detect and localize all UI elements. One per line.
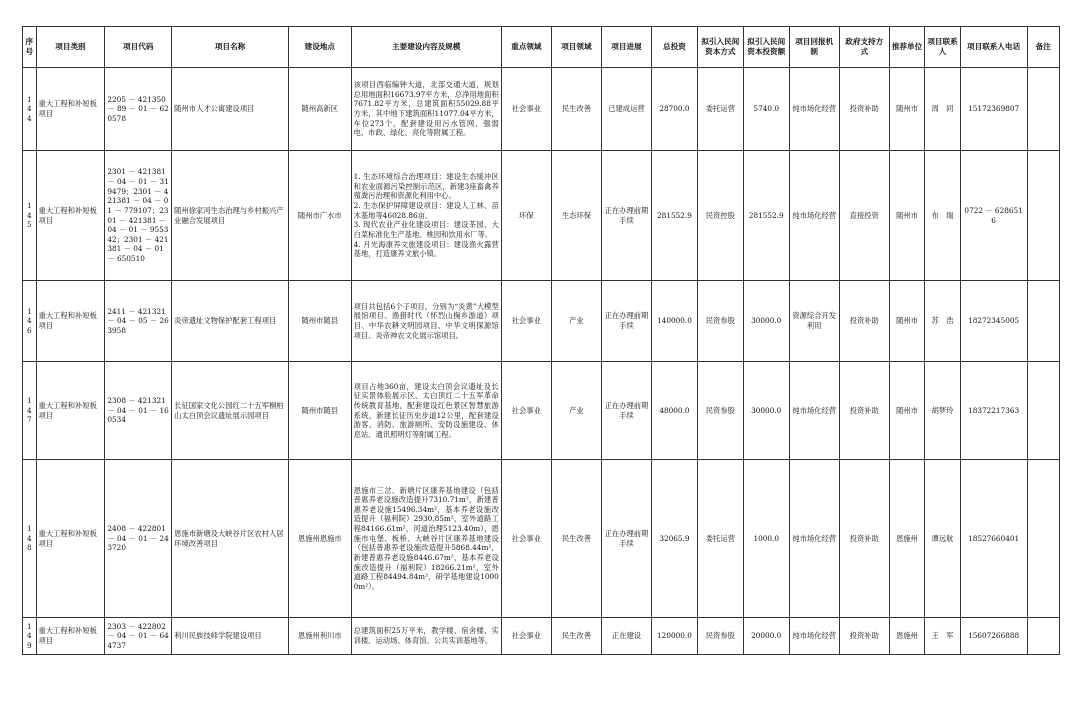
capital-mode: 委托运营 (697, 460, 743, 618)
key-field: 社会事业 (501, 68, 551, 151)
project-location: 恩施州利川市 (289, 618, 352, 655)
row-number: 145 (23, 151, 37, 281)
header-cell: 项目代码 (105, 27, 172, 68)
project-progress: 已建成运营 (601, 68, 651, 151)
recommending-unit: 恩施州 (889, 618, 924, 655)
project-content: 项目占地360亩，建设太白顶会议遗址及长征实景体验展示区、太白顶红二十五军革命传统教育基地，配套建设红色景区智慧旅游系统，新建长征历史步道12公里，配套建设游客、消防、旅游厕所、安防设施建设、休息站、通讯照明灯等附属工程。 (351, 362, 501, 460)
project-name: 长征国家文化公园红二十五军桐柏山太白顶会议遗址展示园项目 (172, 362, 289, 460)
header-cell: 项目类别 (36, 27, 105, 68)
project-category: 重大工程和补短板项目 (36, 281, 105, 362)
project-progress: 正在办理前期手续 (601, 151, 651, 281)
total-investment: 140000.0 (652, 281, 698, 362)
header-cell: 项目名称 (172, 27, 289, 68)
return-mechanism: 纯市场化经营 (789, 151, 839, 281)
project-code: 2301 － 421381 － 04 － 01 － 319479；2301 － 421381 － 04 － 01 － 779107；2301 － 421381 － 04 － 01 － 955342；2301 － 421381 － 04 － 01 － 650510 (105, 151, 172, 281)
table-row (23, 460, 1060, 618)
project-location: 随州高新区 (289, 68, 352, 151)
row-number: 149 (23, 618, 37, 655)
project-content: 该项目西临编钟大道，北部交通大道，规划总用地面积16673.97平方米，总净用地面积7671.82平方米，总建筑面积55029.88平方米，其中地下建筑面积11077.04平方米，车位273个，配套建设用污水管网、强弱电、市政、绿化、亮化等附属工程。 (351, 68, 501, 151)
header-cell: 项目联系人 (925, 27, 960, 68)
government-support: 直接投资 (839, 151, 889, 281)
contact-person: 谭远航 (925, 460, 960, 618)
remark (1027, 460, 1060, 618)
contact-phone: 18372217363 (960, 362, 1027, 460)
project-name: 随州市人才公寓建设项目 (172, 68, 289, 151)
project-name: 恩施市新塘及大峡谷片区农村人居环境改善项目 (172, 460, 289, 618)
government-support: 投资补助 (839, 362, 889, 460)
header-cell: 主要建设内容及规模 (351, 27, 501, 68)
project-content: 总建筑面积25万平米，教学楼、宿舍楼、实训楼、运动场、体育馆、公共实训基地等。 (351, 618, 501, 655)
contact-person: 布 瑞 (925, 151, 960, 281)
return-mechanism: 纯市场化经营 (789, 68, 839, 151)
project-code: 2205 － 421350 － 89 － 01 － 620578 (105, 68, 172, 151)
contact-person: 王 军 (925, 618, 960, 655)
recommending-unit: 随州市 (889, 151, 924, 281)
header-cell: 项目回报机制 (789, 27, 839, 68)
total-investment: 28700.0 (652, 68, 698, 151)
header-cell: 项目领域 (551, 27, 601, 68)
project-name: 炎帝遗址文物保护配套工程项目 (172, 281, 289, 362)
key-field: 社会事业 (501, 281, 551, 362)
remark (1027, 362, 1060, 460)
project-progress: 正在办理前期手续 (601, 460, 651, 618)
project-code: 2308 － 421321 － 04 － 01 － 160534 (105, 362, 172, 460)
project-location: 随州市随县 (289, 362, 352, 460)
row-number: 148 (23, 460, 37, 618)
contact-phone: 0722 － 6286516 (960, 151, 1027, 281)
table-row (23, 362, 1060, 460)
header-cell: 推荐单位 (889, 27, 924, 68)
project-field: 民生改善 (551, 460, 601, 618)
header-cell: 拟引入民间资本投资额 (743, 27, 789, 68)
project-progress: 正在建设 (601, 618, 651, 655)
project-content: 恩施市三岔、新塘片区康养基地建设（包括普惠养老设施改造提升7310.71m²，新建普惠养老设施15496.34m²，基本养老设施改造提升（福利院）2930.85m²，室外道路工程84166.61m²，河道治理5123.40m），恩施市屯堡、板桥、大峡谷片区康养基地建设（包括普惠养老设施改造提升5868.44m²，新建普惠养老设施8446.67m²，基本养老设施改造提升（福利院）18266.21m²，室外道路工程84494.84m²，研学基地建设10000m²）。 (351, 460, 501, 618)
project-name: 随州徐家河生态治理与乡村振兴产业融合发展项目 (172, 151, 289, 281)
capital-amount: 30000.0 (743, 281, 789, 362)
recommending-unit: 恩施州 (889, 460, 924, 618)
table-row (23, 618, 1060, 655)
project-progress: 正在办理前期手续 (601, 362, 651, 460)
total-investment: 281552.9 (652, 151, 698, 281)
header-row (23, 27, 1060, 68)
project-category: 重大工程和补短板项目 (36, 151, 105, 281)
header-cell: 总投资 (652, 27, 698, 68)
row-number: 147 (23, 362, 37, 460)
header-cell: 项目联系人电话 (960, 27, 1027, 68)
header-cell: 拟引入民间资本方式 (697, 27, 743, 68)
government-support: 投资补助 (839, 68, 889, 151)
project-field: 民生改善 (551, 68, 601, 151)
header-cell: 政府支持方式 (839, 27, 889, 68)
contact-person: 胡梦玲 (925, 362, 960, 460)
row-number: 144 (23, 68, 37, 151)
capital-mode: 民资参股 (697, 362, 743, 460)
table-row (23, 151, 1060, 281)
government-support: 投资补助 (839, 281, 889, 362)
contact-phone: 18272345005 (960, 281, 1027, 362)
remark (1027, 281, 1060, 362)
capital-amount: 5740.0 (743, 68, 789, 151)
recommending-unit: 随州市 (889, 281, 924, 362)
project-progress: 正在办理前期手续 (601, 281, 651, 362)
project-content: 项目共包括6个子项目，分别为“炎黄”大模型展馆项目、渔猎时代（怀烈山掬乡游道）项目、中华农耕文明园项目、中华文明探源馆项目、炎帝神农文化展示馆项目。 (351, 281, 501, 362)
project-code: 2411 － 421321 － 04 － 05 － 263958 (105, 281, 172, 362)
capital-mode: 民资控股 (697, 151, 743, 281)
header-cell: 序号 (23, 27, 37, 68)
recommending-unit: 随州市 (889, 362, 924, 460)
project-category: 重大工程和补短板项目 (36, 460, 105, 618)
capital-amount: 30000.0 (743, 362, 789, 460)
contact-phone: 15607266888 (960, 618, 1027, 655)
capital-mode: 民资参股 (697, 281, 743, 362)
project-location: 随州市广水市 (289, 151, 352, 281)
remark (1027, 618, 1060, 655)
contact-person: 周 同 (925, 68, 960, 151)
total-investment: 48000.0 (652, 362, 698, 460)
contact-person: 苏 浩 (925, 281, 960, 362)
government-support: 投资补助 (839, 618, 889, 655)
project-table (22, 26, 1060, 655)
total-investment: 120000.0 (652, 618, 698, 655)
capital-amount: 1000.0 (743, 460, 789, 618)
row-number: 146 (23, 281, 37, 362)
header-cell: 备注 (1027, 27, 1060, 68)
capital-amount: 20000.0 (743, 618, 789, 655)
project-content: 1. 生态环境综合治理项目：建设生态缓冲区和农业面源污染控制示范区，新建3座畜禽养殖粪污治理和资源化利用中心。 2. 生态保护屏障建设项目：建设人工林、苗木基地等46028.86亩。 3. 现代农业产业化建设项目：建设茶园、大白菜标准化生产基地、桃园和饮用水厂等。 4. 月光海康养文旅建设项目：建设渔火露营基地，打造康养文旅小镇。 (351, 151, 501, 281)
project-category: 重大工程和补短板项目 (36, 68, 105, 151)
capital-amount: 281552.9 (743, 151, 789, 281)
table-row (23, 281, 1060, 362)
project-code: 2408 － 422801 － 04 － 01 － 243720 (105, 460, 172, 618)
return-mechanism: 资源综合开发利用 (789, 281, 839, 362)
contact-phone: 18527660401 (960, 460, 1027, 618)
return-mechanism: 纯市场化经营 (789, 460, 839, 618)
project-field: 民生改善 (551, 618, 601, 655)
project-field: 产业 (551, 281, 601, 362)
recommending-unit: 随州市 (889, 68, 924, 151)
key-field: 社会事业 (501, 618, 551, 655)
remark (1027, 151, 1060, 281)
project-field: 产业 (551, 362, 601, 460)
header-cell: 重点领域 (501, 27, 551, 68)
remark (1027, 68, 1060, 151)
key-field: 社会事业 (501, 460, 551, 618)
table-row (23, 68, 1060, 151)
project-name: 利川民族技师学院建设项目 (172, 618, 289, 655)
contact-phone: 15172369807 (960, 68, 1027, 151)
return-mechanism: 纯市场化经营 (789, 362, 839, 460)
project-location: 随州市随县 (289, 281, 352, 362)
capital-mode: 民资参股 (697, 618, 743, 655)
key-field: 环保 (501, 151, 551, 281)
capital-mode: 委托运营 (697, 68, 743, 151)
total-investment: 32065.9 (652, 460, 698, 618)
project-category: 重大工程和补短板项目 (36, 362, 105, 460)
header-cell: 项目进展 (601, 27, 651, 68)
header-cell: 建设地点 (289, 27, 352, 68)
return-mechanism: 纯市场化经营 (789, 618, 839, 655)
government-support: 投资补助 (839, 460, 889, 618)
project-field: 生态环保 (551, 151, 601, 281)
project-location: 恩施州恩施市 (289, 460, 352, 618)
project-category: 重大工程和补短板项目 (36, 618, 105, 655)
key-field: 社会事业 (501, 362, 551, 460)
project-code: 2303 － 422802 － 04 － 01 － 644737 (105, 618, 172, 655)
